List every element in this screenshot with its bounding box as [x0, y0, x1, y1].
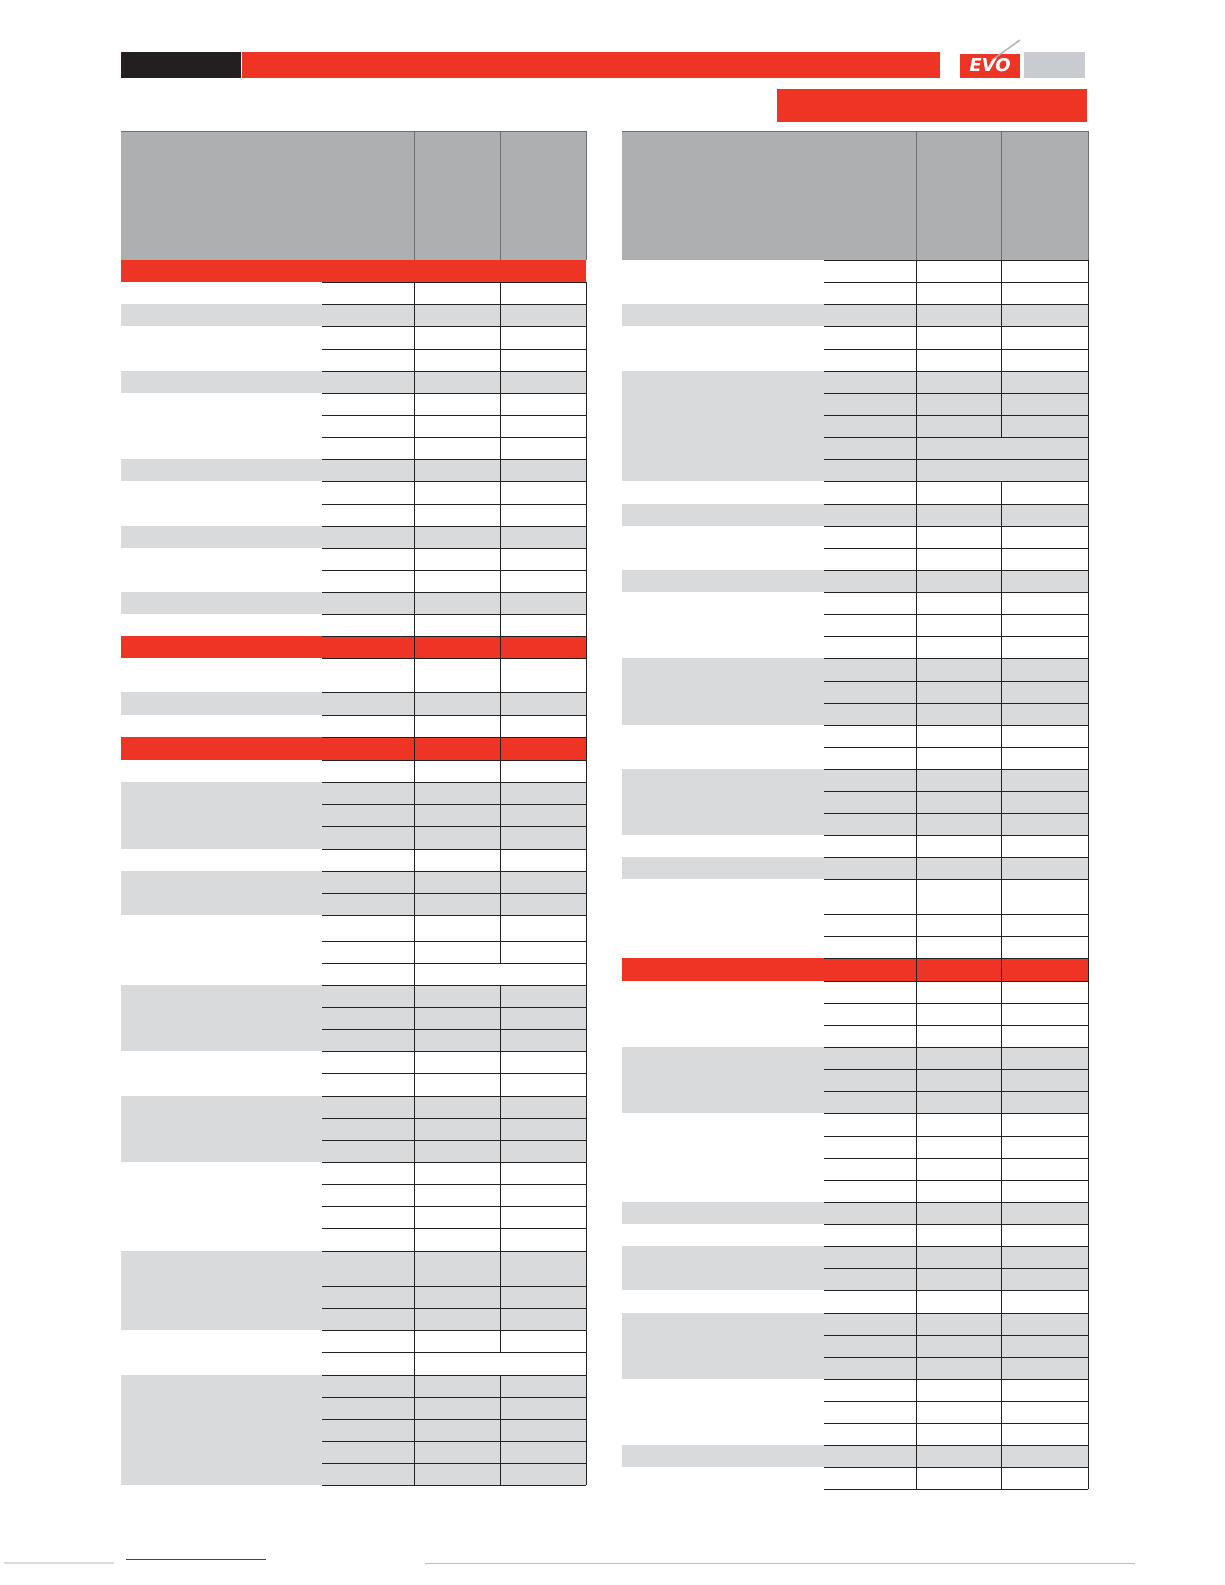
right-table-row-rule	[824, 570, 1088, 571]
right-table-group-band	[622, 1202, 824, 1224]
logo-text: EVO	[969, 55, 1011, 76]
right-table-group-band	[622, 1246, 824, 1290]
right-table-row-band	[824, 658, 1088, 725]
left-table-row-rule	[322, 1397, 586, 1398]
right-table-row-band	[824, 304, 1088, 326]
right-table-row-band	[824, 769, 1088, 835]
right-table-row-rule	[824, 504, 1088, 505]
right-table-row-rule	[824, 592, 1088, 593]
right-table-row-rule	[824, 857, 1088, 858]
right-table-row-rule	[824, 1357, 1088, 1358]
left-table-col-divider	[500, 282, 501, 1485]
left-table-row-rule	[322, 349, 586, 350]
logo-swoosh	[990, 38, 1022, 62]
left-table-row-rule	[322, 592, 586, 593]
left-table-row-rule	[322, 437, 586, 438]
left-table-group-band	[121, 1375, 322, 1485]
footer-link-underline[interactable]	[126, 1559, 266, 1560]
right-table-group-band	[622, 371, 824, 481]
left-table-row-rule	[322, 1118, 586, 1119]
right-table-row-band	[824, 371, 1088, 437]
left-table-row-rule	[322, 1029, 586, 1030]
left-table-row-rule	[322, 1419, 586, 1420]
right-table-group-band	[622, 857, 824, 879]
left-table-row-rule	[322, 504, 586, 505]
left-table-group-band	[121, 871, 322, 915]
right-table-row-rule	[824, 1113, 1088, 1114]
right-table-row-rule	[824, 548, 1088, 549]
left-table-group-band	[121, 526, 322, 548]
left-table-row-rule	[322, 963, 586, 964]
right-table-group-band	[622, 1047, 824, 1113]
right-table-header-label	[622, 131, 916, 260]
left-table-col-divider	[586, 282, 587, 1485]
right-table-row-rule	[824, 282, 1088, 283]
left-table-row-rule	[322, 1375, 586, 1376]
left-table-row-rule	[322, 548, 586, 549]
right-table-row-band	[824, 857, 1088, 879]
left-table-row-band	[322, 459, 586, 481]
right-table-header-col-2	[1002, 131, 1088, 260]
left-table-row-rule	[322, 1352, 586, 1353]
header-red-segment	[242, 52, 940, 78]
right-table-row-rule	[824, 747, 1088, 748]
left-table-row-rule	[322, 941, 586, 942]
left-table-row-rule	[322, 692, 586, 693]
left-table-row-rule	[322, 393, 586, 394]
right-table-row-rule	[824, 791, 1088, 792]
header-dark-segment	[121, 52, 241, 78]
right-table-row-rule	[824, 914, 1088, 915]
left-table-header-divider	[586, 131, 587, 260]
right-table-group-band	[622, 504, 824, 526]
right-table-row-rule	[824, 1467, 1088, 1468]
left-table-row-rule	[322, 304, 586, 305]
left-table-group-band	[121, 304, 322, 326]
footer-text-smudge	[4, 1562, 114, 1564]
right-table-row-rule	[824, 614, 1088, 615]
brand-logo	[960, 52, 1022, 78]
right-table-row-rule	[824, 703, 1088, 704]
left-table-section-row	[121, 737, 586, 760]
left-table-row-band	[322, 592, 586, 614]
right-table-row-rule	[824, 1268, 1088, 1269]
right-table-row-rule	[824, 371, 1088, 372]
right-table-row-rule	[824, 1445, 1088, 1446]
left-table-row-band	[322, 304, 586, 326]
left-table-section-row	[121, 260, 586, 282]
left-table-row-rule	[322, 1228, 586, 1229]
right-table-row-rule	[824, 981, 1088, 982]
left-table-row-rule	[322, 737, 586, 738]
right-table-group-band	[622, 769, 824, 835]
footer-rule	[425, 1563, 1135, 1564]
right-table-row-rule	[824, 415, 1088, 416]
right-table-group-band	[622, 1445, 824, 1467]
header-bar	[121, 52, 940, 78]
right-table-row-rule	[824, 1158, 1088, 1159]
right-table-row-rule	[824, 879, 1088, 880]
right-table-row-rule	[824, 1047, 1088, 1048]
left-table-row-rule	[322, 1330, 586, 1331]
right-table-row-rule	[824, 813, 1088, 814]
left-table-row-rule	[322, 1140, 586, 1141]
right-table-row-rule	[824, 526, 1088, 527]
right-table-row-rule	[824, 1091, 1088, 1092]
right-table-row-rule	[824, 1335, 1088, 1336]
left-table-row-rule	[322, 1007, 586, 1008]
left-table-row-rule	[322, 326, 586, 327]
left-table-group-band	[121, 592, 322, 614]
right-table-group-band	[622, 1313, 824, 1379]
right-table-header-divider	[1001, 131, 1002, 260]
right-table-section-row	[622, 958, 1088, 981]
left-table-row-band	[322, 1096, 586, 1162]
left-table-row-rule	[322, 849, 586, 850]
left-table-group-band	[121, 985, 322, 1051]
right-table-row-rule	[824, 1401, 1088, 1402]
left-table-group-band	[121, 459, 322, 481]
left-table-header-divider	[500, 131, 501, 260]
left-table-row-rule	[322, 715, 586, 716]
left-table-row-rule	[322, 526, 586, 527]
left-table-row-rule	[322, 481, 586, 482]
left-table-header-label	[121, 131, 414, 260]
right-table-row-rule	[824, 326, 1088, 327]
left-table-row-rule	[322, 871, 586, 872]
right-table-row-rule	[824, 1313, 1088, 1314]
left-table-merged-cell	[500, 964, 501, 985]
right-table-row-rule	[824, 1423, 1088, 1424]
right-table-row-rule	[824, 1489, 1088, 1490]
right-table-row-rule	[824, 725, 1088, 726]
left-table-row-rule	[322, 1463, 586, 1464]
right-table-row-rule	[824, 393, 1088, 394]
right-table-row-rule	[824, 958, 1088, 959]
right-table-col-divider	[916, 260, 917, 1489]
left-table-row-rule	[322, 1051, 586, 1052]
right-table-row-rule	[824, 1246, 1088, 1247]
right-table-row-band	[824, 1047, 1088, 1113]
left-table-merged-cell	[500, 1353, 501, 1375]
left-table-row-rule	[322, 282, 586, 283]
left-table-row-rule	[322, 636, 586, 637]
left-table-section-row	[121, 636, 586, 658]
left-table-row-rule	[322, 658, 586, 659]
left-table-row-rule	[322, 459, 586, 460]
left-table-group-band	[121, 782, 322, 849]
right-table-row-rule	[824, 260, 1088, 261]
left-table-row-rule	[322, 1286, 586, 1287]
left-table-row-rule	[322, 893, 586, 894]
header-tab	[1024, 52, 1085, 78]
left-table-row-rule	[322, 915, 586, 916]
right-table-row-band	[824, 1445, 1088, 1467]
left-table-header-col-1	[415, 131, 500, 260]
left-table-row-band	[322, 985, 586, 1051]
left-table-group-band	[121, 1096, 322, 1162]
left-table-row-rule	[322, 371, 586, 372]
right-table-row-rule	[824, 769, 1088, 770]
left-table-row-rule	[322, 1308, 586, 1309]
right-table-row-rule	[824, 1180, 1088, 1181]
left-table-row-rule	[322, 804, 586, 805]
right-table-row-rule	[824, 1379, 1088, 1380]
left-table-row-band	[322, 1251, 586, 1330]
left-table-row-rule	[322, 415, 586, 416]
left-table-row-rule	[322, 782, 586, 783]
left-table-row-rule	[322, 1096, 586, 1097]
right-table-col-divider	[1088, 260, 1089, 1489]
left-table-col-divider	[414, 282, 415, 1485]
right-table-row-rule	[824, 1290, 1088, 1291]
left-table-row-band	[322, 1375, 586, 1485]
right-table-merged-cell	[1001, 460, 1002, 481]
left-table-group-band	[121, 371, 322, 393]
right-table-header-top-rule	[622, 131, 1088, 132]
right-table-group-band	[622, 570, 824, 592]
right-table-row-rule	[824, 1136, 1088, 1137]
right-table-row-rule	[824, 437, 1088, 438]
footer	[0, 1555, 1225, 1585]
right-table-header-divider	[1088, 131, 1089, 260]
left-table-row-band	[322, 371, 586, 393]
right-table-row-rule	[824, 835, 1088, 836]
left-table-group-band	[121, 692, 322, 715]
left-table-row-band	[322, 782, 586, 849]
right-table-row-rule	[824, 1069, 1088, 1070]
left-table-row-rule	[322, 1162, 586, 1163]
left-table-row-rule	[322, 826, 586, 827]
left-table-row-rule	[322, 1251, 586, 1252]
left-table-row-rule	[322, 760, 586, 761]
left-table-row-rule	[322, 614, 586, 615]
left-table-row-rule	[322, 1485, 586, 1486]
right-table-row-rule	[824, 1025, 1088, 1026]
section-label-bar	[777, 89, 1087, 122]
left-table-row-rule	[322, 1206, 586, 1207]
left-table-row-band	[322, 692, 586, 715]
right-table-row-rule	[824, 1202, 1088, 1203]
left-table-group-band	[121, 1251, 322, 1330]
right-table-group-band	[622, 304, 824, 326]
right-table-header-col-1	[917, 131, 1001, 260]
right-table-row-rule	[824, 1224, 1088, 1225]
left-table-row-rule	[322, 1441, 586, 1442]
left-table-row-rule	[322, 1184, 586, 1185]
right-table-row-band	[824, 1313, 1088, 1379]
left-table-header-top-rule	[121, 131, 586, 132]
left-table-header-col-2	[501, 131, 586, 260]
right-table-header-divider	[916, 131, 917, 260]
right-table-row-band	[824, 570, 1088, 592]
right-table-row-rule	[824, 636, 1088, 637]
left-table-header-divider	[414, 131, 415, 260]
right-table-row-band	[824, 1202, 1088, 1224]
right-table-merged-cell	[1001, 438, 1002, 459]
right-table-row-rule	[824, 349, 1088, 350]
right-table-row-rule	[824, 459, 1088, 460]
left-table-row-rule	[322, 985, 586, 986]
right-table-row-rule	[824, 304, 1088, 305]
left-table-row-rule	[322, 1073, 586, 1074]
right-table-row-rule	[824, 1003, 1088, 1004]
right-table-row-rule	[824, 936, 1088, 937]
right-table-group-band	[622, 658, 824, 725]
right-table-row-rule	[824, 681, 1088, 682]
right-table-row-rule	[824, 481, 1088, 482]
left-table-row-rule	[322, 570, 586, 571]
right-table-row-rule	[824, 658, 1088, 659]
right-table-row-band	[824, 504, 1088, 526]
left-table-row-band	[322, 526, 586, 548]
